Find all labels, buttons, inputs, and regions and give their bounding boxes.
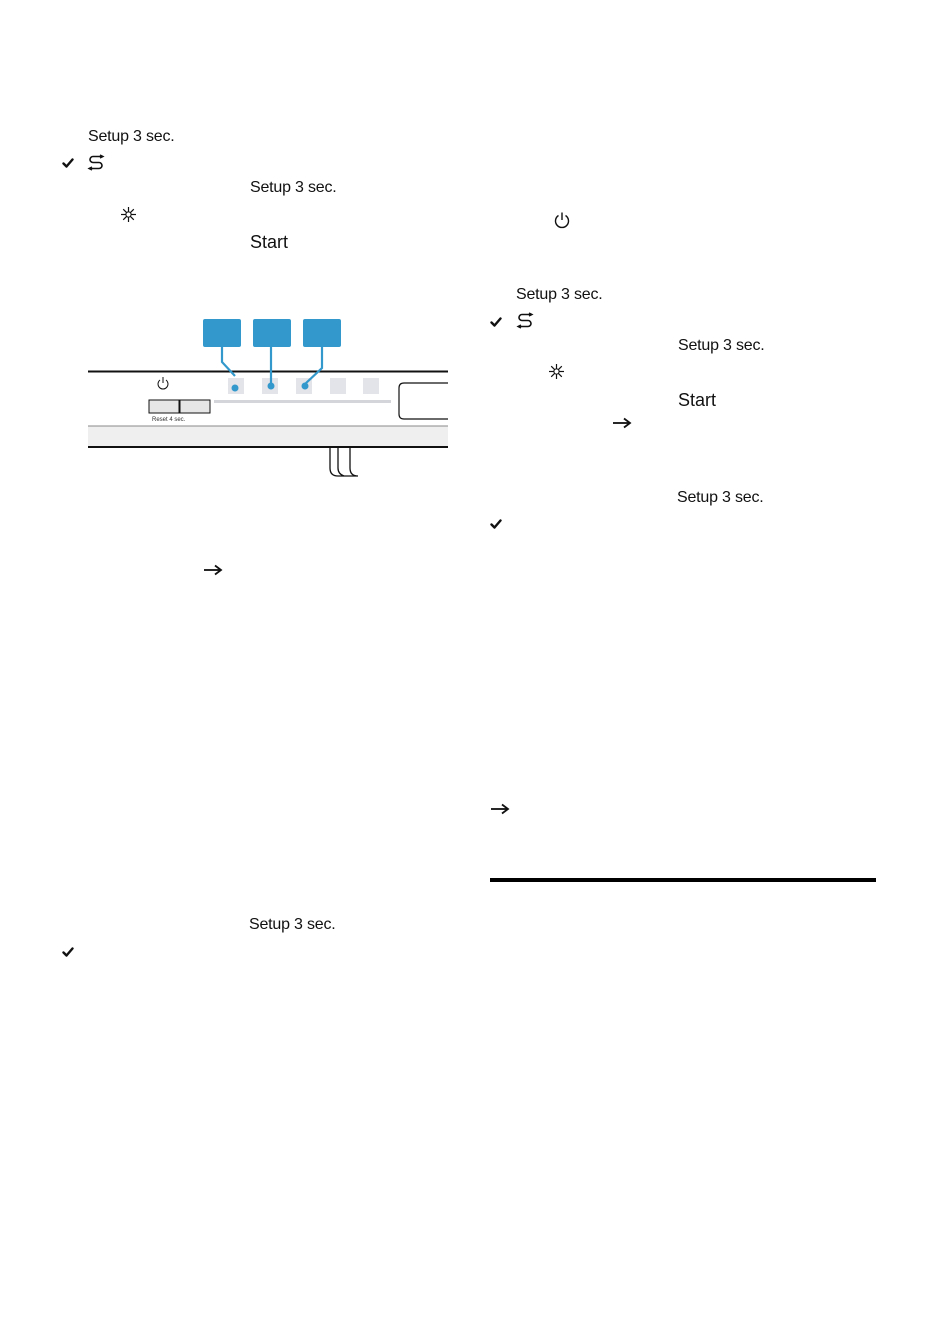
callout-1 (203, 319, 241, 347)
checkmark-icon (490, 316, 502, 328)
section-divider (490, 878, 876, 882)
arrow-right-icon (612, 417, 632, 429)
checkmark-icon (62, 157, 74, 169)
setup-label: Setup 3 sec. (678, 337, 765, 354)
start-label: Start (678, 390, 717, 410)
setup-label: Setup 3 sec. (677, 489, 764, 506)
arrow-right-icon (203, 564, 223, 576)
checkmark-icon (62, 946, 74, 958)
power-icon (553, 211, 571, 230)
callout-2 (253, 319, 291, 347)
sparkle-icon (120, 206, 137, 223)
power-icon (158, 377, 168, 389)
arrow-right-icon (490, 803, 510, 815)
setup-label: Setup 3 sec. (88, 128, 175, 145)
rinse-aid-icon (516, 312, 534, 329)
setup-label: Setup 3 sec. (249, 916, 336, 933)
setup-label: Setup 3 sec. (516, 286, 603, 303)
start-label: Start (250, 232, 289, 252)
rinse-aid-icon (87, 154, 105, 171)
control-panel-illustration (86, 316, 450, 480)
reset-label: Reset 4 sec. (152, 417, 186, 423)
setup-label: Setup 3 sec. (250, 179, 337, 196)
callout-3 (303, 319, 341, 347)
sparkle-icon (548, 363, 565, 380)
checkmark-icon (490, 518, 502, 530)
